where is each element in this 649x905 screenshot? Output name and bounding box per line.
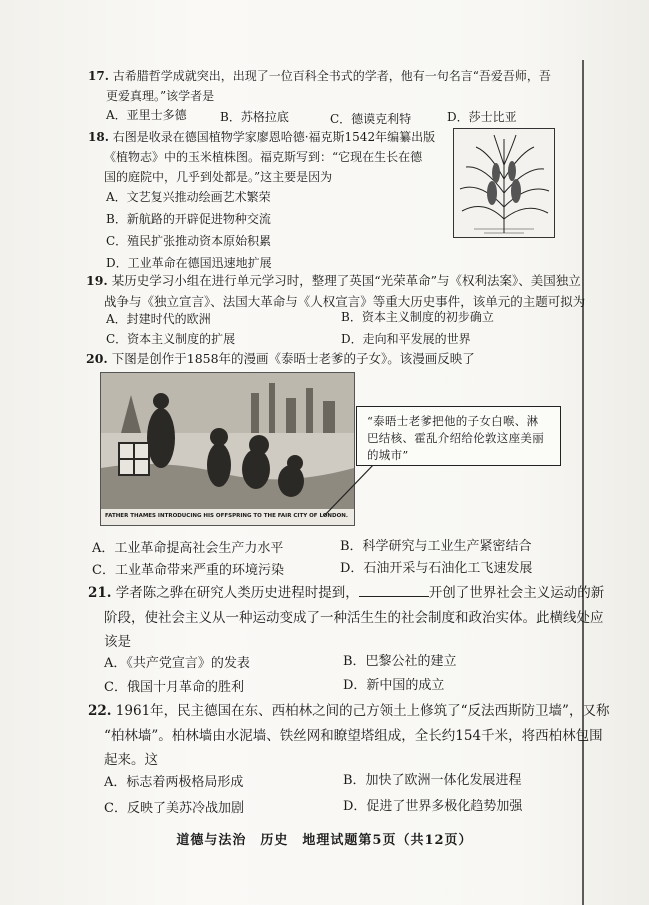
q21-stem	[88, 582, 604, 604]
q20-stem	[86, 349, 475, 369]
q20-option-d[interactable]: D．石油开采与石油化工飞速发展	[340, 561, 533, 576]
q21-blank	[359, 584, 429, 597]
q18-stem	[88, 127, 435, 147]
q21-line1-end: 开创了世界社会主义运动的新	[428, 585, 605, 601]
q18-line2: 《植物志》中的玉米植株图。福克斯写到：“它现在生长在德	[104, 150, 423, 164]
q17-number: 17.	[88, 69, 109, 83]
q21-option-d[interactable]: D．新中国的成立	[343, 678, 445, 693]
q19-number: 19.	[86, 273, 108, 288]
q20-option-b[interactable]: B．科学研究与工业生产紧密结合	[340, 539, 532, 554]
cartoon-caption: FATHER THAMES INTRODUCING HIS OFFSPRING TO THE FAIR CITY OF LONDON.	[105, 513, 348, 519]
q21-line1-start: 学者陈之骅在研究人类历史进程时提到，	[115, 585, 359, 601]
q21-number: 21.	[88, 585, 112, 601]
corn-plant-drawing	[454, 129, 554, 237]
q17-line1: 古希腊哲学成就突出，出现了一位百科全书式的学者，他有一句名言“吾爱吾师，吾	[112, 69, 551, 83]
q17-line2: 更爱真理。”该学者是	[106, 89, 215, 103]
q20-option-c[interactable]: C．工业革命带来严重的环境污染	[92, 563, 284, 578]
corn-plant-illustration	[453, 128, 555, 238]
caption-pointer-line	[320, 460, 380, 520]
q17-stem	[88, 66, 568, 86]
q17-option-b[interactable]: B．苏格拉底	[220, 110, 289, 124]
q20-number: 20.	[86, 351, 108, 366]
q19-option-b[interactable]: B．资本主义制度的初步确立	[341, 310, 494, 324]
page-edge-line	[582, 60, 584, 905]
q21-line3: 该是	[104, 634, 131, 650]
q22-stem	[88, 700, 609, 722]
q17-option-d[interactable]: D．莎士比亚	[447, 110, 517, 124]
cartoon-drawing	[101, 373, 354, 525]
thames-cartoon	[100, 372, 355, 526]
q22-line3: 起来。这	[104, 752, 158, 768]
q17-option-a[interactable]: A．亚里士多德	[106, 108, 187, 122]
cartoon-quote-box: “泰晤士老爹把他的子女白喉、淋巴结核、霍乱介绍给伦敦这座美丽的城市”	[356, 406, 561, 466]
q20-option-a[interactable]: A．工业革命提高社会生产力水平	[92, 541, 284, 556]
q18-option-a[interactable]: A．文艺复兴推动绘画艺术繁荣	[106, 190, 271, 204]
q22-option-c[interactable]: C．反映了美苏冷战加剧	[104, 801, 244, 816]
q22-line2: “柏林墙”。柏林墙由水泥墙、铁丝网和瞭望塔组成，全长约154千米，将西柏林包围	[104, 728, 603, 744]
q21-option-c[interactable]: C．俄国十月革命的胜利	[104, 680, 244, 695]
q18-line3: 国的庭院中，几乎到处都是。”这主要是因为	[104, 170, 333, 184]
q18-number: 18.	[88, 130, 109, 144]
q22-option-b[interactable]: B．加快了欧洲一体化发展进程	[343, 773, 522, 788]
q17-option-c[interactable]: C．德谟克利特	[330, 112, 412, 126]
q18-option-d[interactable]: D．工业革命在德国迅速地扩展	[106, 256, 272, 270]
q22-number: 22.	[88, 703, 112, 719]
q19-line1: 某历史学习小组在进行单元学习时，整理了英国“光荣革命”与《权利法案》、美国独立	[111, 273, 581, 288]
q21-option-b[interactable]: B．巴黎公社的建立	[343, 654, 457, 669]
q22-option-a[interactable]: A．标志着两极格局形成	[104, 775, 244, 790]
q18-option-c[interactable]: C．殖民扩张推动资本原始积累	[106, 234, 272, 248]
q21-line2: 阶段，使社会主义从一种运动变成了一种活生生的社会制度和政治实体。此横线处应	[104, 610, 604, 626]
q19-option-d[interactable]: D．走向和平发展的世界	[341, 332, 471, 346]
q22-option-d[interactable]: D．促进了世界多极化趋势加强	[343, 799, 523, 814]
q19-option-a[interactable]: A．封建时代的欧洲	[106, 312, 211, 326]
q19-line2: 战争与《独立宣言》、法国大革命与《人权宣言》等重大历史事件，该单元的主题可拟为	[104, 294, 586, 309]
q21-option-a[interactable]: A．《共产党宣言》的发表	[104, 656, 250, 671]
q19-option-c[interactable]: C．资本主义制度的扩展	[106, 332, 236, 346]
q18-option-b[interactable]: B．新航路的开辟促进物种交流	[106, 212, 271, 226]
q20-line1: 下图是创作于1858年的漫画《泰晤士老爹的子女》。该漫画反映了	[111, 351, 475, 366]
q18-line1: 右图是收录在德国植物学家廖恩哈德·福克斯1542年编纂出版	[112, 130, 436, 144]
page-footer: 道德与法治 历史 地理试题第5页（共12页）	[176, 833, 473, 848]
q22-line1: 1961年，民主德国在东、西柏林之间的己方领土上修筑了“反法西斯防卫墙”，又称	[115, 703, 610, 719]
q19-stem	[86, 271, 581, 291]
